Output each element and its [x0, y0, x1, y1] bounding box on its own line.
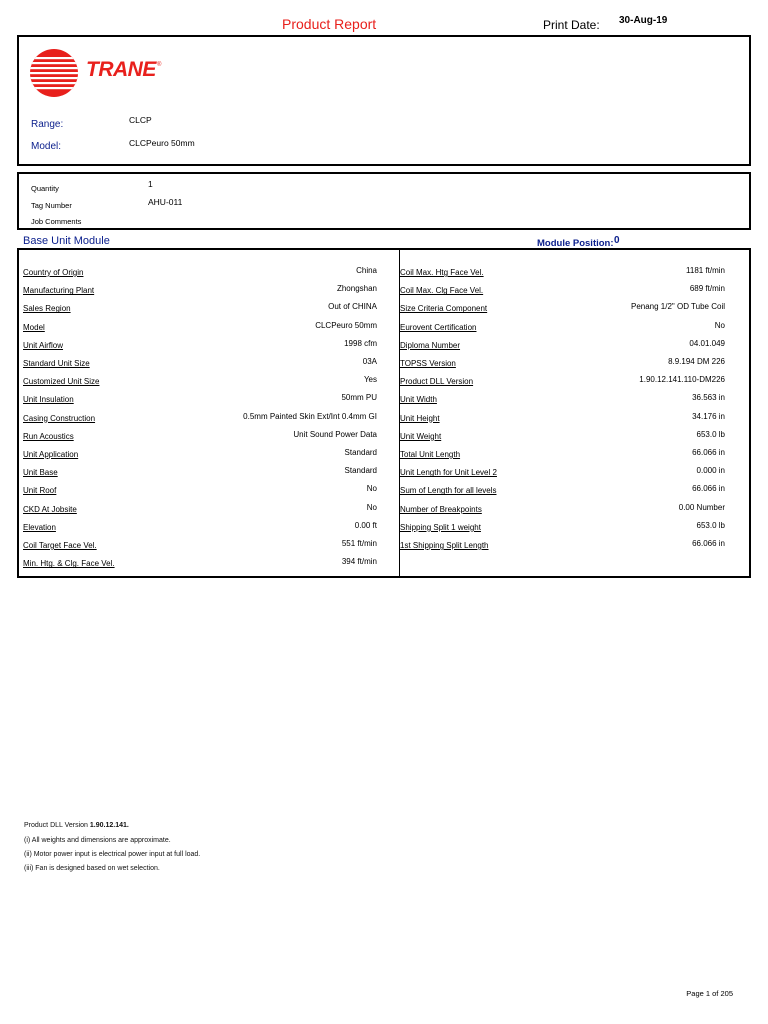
spec-value: China	[356, 266, 377, 275]
spec-label: Min. Htg. & Clg. Face Vel.	[23, 559, 115, 569]
spec-value: Yes	[363, 375, 377, 385]
spec-value: Standard	[344, 448, 377, 457]
spec-value: 0.5mm Painted Skin Ext/Int 0.4mm GI	[243, 411, 377, 421]
footer-dll-line	[24, 822, 129, 829]
spec-value: Zhongshan	[336, 284, 377, 294]
spec-label: Standard Unit Size	[23, 359, 90, 368]
spec-value: 551 ft/min	[341, 539, 377, 548]
spec-value: 03A	[362, 357, 377, 366]
spec-value: 1998 cfm	[344, 338, 377, 348]
brand-logo-text: TRANE	[86, 58, 156, 81]
section-title: Base Unit Module	[23, 235, 110, 247]
job-comments-label: Job Comments	[31, 217, 82, 226]
spec-label: Model	[23, 322, 45, 332]
spec-label: Casing Construction	[23, 413, 96, 423]
spec-value: 0.00 ft	[354, 520, 377, 530]
spec-label: Unit Roof	[23, 486, 57, 496]
tag-number-label: Tag Number	[31, 201, 72, 210]
spec-value: No	[366, 484, 377, 494]
spec-label: Run Acoustics	[23, 431, 74, 441]
quantity-value: 1	[148, 179, 153, 189]
page-number: Page 1 of 205	[686, 989, 733, 998]
spec-value: 04.01.049	[689, 338, 725, 348]
job-info-box	[17, 172, 751, 230]
spec-label: 1st Shipping Split Length	[400, 541, 489, 550]
spec-value: 66.066 in	[692, 539, 725, 548]
spec-value: 0.00 Number	[678, 502, 725, 512]
spec-label: Shipping Split 1 weight	[400, 522, 481, 532]
spec-label: Size Criteria Component	[400, 304, 488, 314]
spec-label: Unit Width	[400, 395, 437, 405]
spec-label: Total Unit Length	[400, 450, 461, 459]
spec-value: 66.066 in	[692, 448, 725, 457]
model-value: CLCPeuro 50mm	[129, 138, 195, 148]
spec-value: 1.90.12.141.110-DM226	[639, 375, 725, 385]
spec-label: Unit Height	[400, 413, 440, 423]
product-info-box	[17, 35, 751, 166]
spec-label: Elevation	[23, 522, 56, 532]
spec-value: 50mm PU	[341, 393, 377, 403]
spec-label: Unit Weight	[400, 431, 442, 441]
footer-note-3: (iii) Fan is designed based on wet selection.	[24, 865, 160, 872]
spec-label: Number of Breakpoints	[400, 504, 482, 514]
spec-label: Coil Max. Htg Face Vel.	[400, 268, 484, 277]
footer-note-1: (i) All weights and dimensions are approximate.	[24, 837, 171, 844]
spec-value: 689 ft/min	[689, 284, 725, 294]
spec-value: 653.0 lb	[696, 520, 725, 530]
spec-label: Coil Target Face Vel.	[23, 541, 97, 550]
spec-value: 1181 ft/min	[686, 266, 725, 275]
spec-value: No	[366, 502, 377, 512]
print-date-value: 30-Aug-19	[619, 15, 668, 26]
spec-value: 653.0 lb	[696, 429, 725, 439]
spec-label: CKD At Jobsite	[23, 504, 77, 514]
spec-value: 36.563 in	[692, 393, 725, 403]
range-label: Range:	[31, 119, 64, 130]
spec-value: 34.176 in	[692, 411, 725, 421]
spec-label: Unit Airflow	[23, 340, 64, 350]
report-title: Product Report	[282, 16, 377, 32]
spec-value: 66.066 in	[692, 484, 725, 494]
spec-value: Standard	[344, 466, 377, 476]
spec-label: Diploma Number	[400, 340, 461, 350]
spec-value: 0.000 in	[696, 466, 725, 476]
spec-label: Unit Base	[23, 468, 58, 478]
spec-label: Product DLL Version	[400, 377, 474, 387]
spec-table	[17, 248, 751, 578]
range-value: CLCP	[129, 115, 152, 125]
brand-registered-mark: ®	[157, 62, 162, 68]
spec-label: Unit Insulation	[23, 395, 74, 405]
trane-logo-icon	[29, 48, 79, 98]
spec-label: Country of Origin	[23, 268, 84, 277]
spec-label: Sum of Length for all levels	[400, 486, 497, 496]
spec-label: Manufacturing Plant	[23, 286, 95, 296]
footer-note-2: (ii) Motor power input is electrical power input at full load.	[24, 851, 201, 858]
quantity-label: Quantity	[31, 184, 59, 193]
footer-dll-version: 1.90.12.141.	[89, 822, 129, 829]
spec-label: Customized Unit Size	[23, 377, 100, 387]
model-label: Model:	[31, 141, 62, 152]
module-position-value: 0	[614, 235, 620, 246]
spec-value: 394 ft/min	[341, 557, 377, 567]
print-date-label: Print Date:	[543, 18, 600, 32]
spec-label: Unit Length for Unit Level 2	[400, 468, 497, 478]
spec-label: Sales Region	[23, 304, 71, 314]
spec-value: Penang 1/2" OD Tube Coil	[630, 302, 725, 312]
spec-label: TOPSS Version	[400, 359, 456, 368]
spec-value: Out of CHINA	[328, 302, 377, 312]
spec-value: CLCPeuro 50mm	[315, 320, 377, 330]
tag-number-value: AHU-011	[148, 197, 183, 207]
spec-label: Coil Max. Clg Face Vel.	[400, 286, 484, 296]
spec-label: Unit Application	[23, 450, 79, 459]
spec-value: Unit Sound Power Data	[293, 429, 377, 439]
spec-label: Eurovent Certification	[400, 322, 477, 332]
module-position-label: Module Position:	[537, 238, 614, 249]
footer-dll-prefix: Product DLL Version	[24, 822, 90, 829]
spec-value: 8.9.194 DM 226	[668, 357, 725, 366]
spec-value: No	[714, 320, 725, 330]
